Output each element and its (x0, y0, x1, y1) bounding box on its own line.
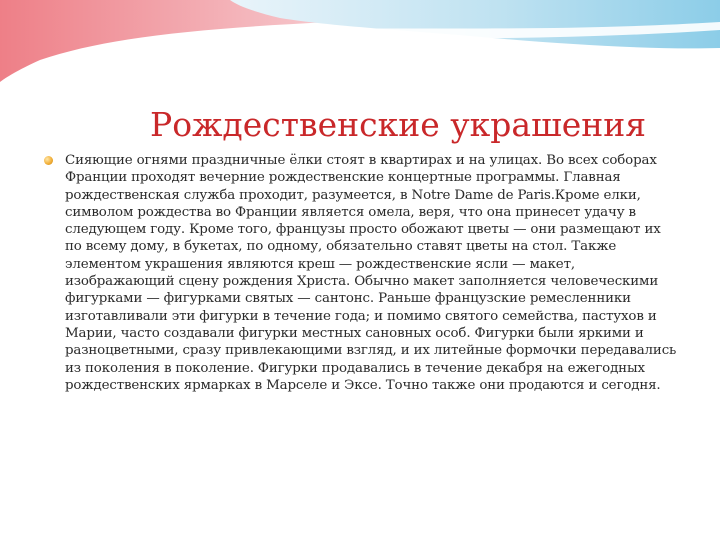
bullet-dot-icon (44, 156, 53, 165)
bullet-text: Сияющие огнями праздничные ёлки стоят в квартирах и на улицах. Во всех соборах Франции проходят вечерние рождественские концертные программы. Главная рождественская служба проходит, разумеется, в Notre Dame de Paris.Кроме елки, символом рождества во Франции является омела, веря, что она принесет удачу в следующем году. Кроме того, французы просто обожают цветы — они размещают их по всему дому, в букетах, по одному, обязательно ставят цветы на стол. Также элементом украшения являются креш — рождественские ясли — макет, изображающий сцену рождения Христа. Обычно макет заполняется человеческими фигурками — фигурками святых — сантонс. Раньше французские ремесленники изготавливали эти фигурки в течение года; и помимо святого семейства, пастухов и Марии, часто создавали фигурки местных сановных особ. Фигурки были яркими и разноцветными, сразу привлекающими взгляд, и их литейные формочки передавались из поколения в поколение. Фигурки продавались в течение декабря на ежегодных рождественских ярмарках в Марселе и Эксе. Точно также они продаются и сегодня. (65, 153, 677, 393)
bullet-list (44, 152, 680, 452)
slide-title: Рождественские украшения (150, 105, 647, 144)
